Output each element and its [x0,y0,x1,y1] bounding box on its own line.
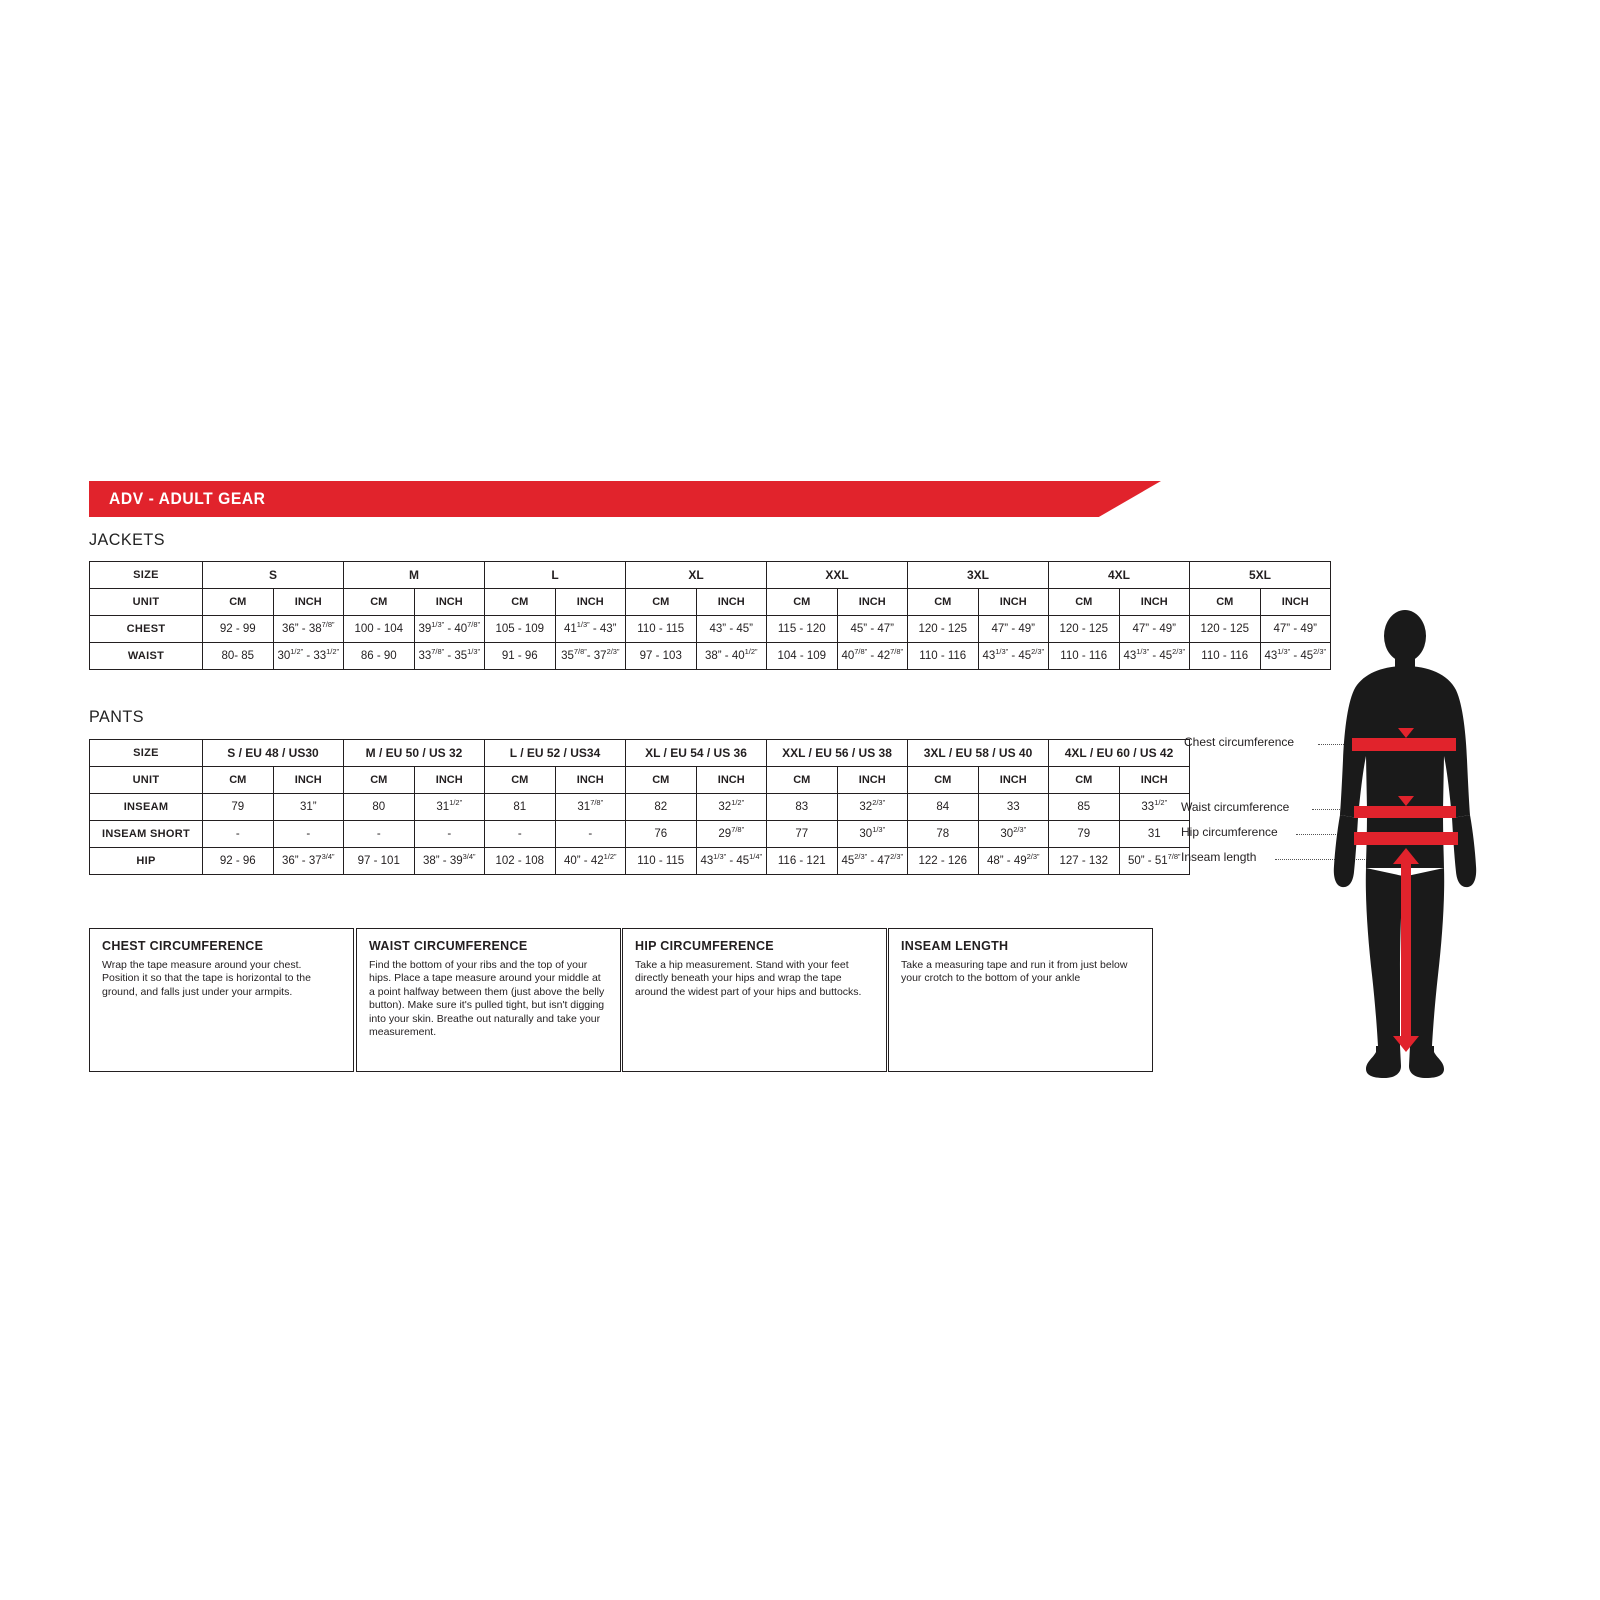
info-box-text: Wrap the tape measure around your chest. Position it so that the tape is horizontal to the ground, and falls just under your armpits. [102,959,311,998]
table-cell: 78 [908,821,979,848]
callout-chest-circumference: Chest circumference [1184,735,1295,749]
table-cell: 47” - 49” [1119,616,1190,643]
table-cell: $31^{1/2”}$ [414,794,485,821]
unit-cell-cm: CM [767,767,838,794]
row-header: INSEAM [90,794,203,821]
table-cell: 43” - 45” [696,616,767,643]
info-box-waist [356,928,621,1072]
table-unit-row [90,589,1331,616]
unit-cell-inch: INCH [837,767,908,794]
unit-cell-cm: CM [1190,589,1261,616]
table-cell: 47” - 49” [1260,616,1331,643]
info-box-text: Find the bottom of your ribs and the top of your hips. Place a tape measure around your middle at a point halfway between them (just above the belly button). Make sure it's pulled tight, but isn't digging into your skin. Breathe out naturally and take your measurement. [369,959,605,1039]
unit-cell-cm: CM [203,767,274,794]
row-header: INSEAM SHORT [90,821,203,848]
table-cell: 45” - 47” [837,616,908,643]
table-cell: $35^{7/8”}-$ $37^{2/3”}$ [555,643,626,670]
table-cell: 33 [978,794,1049,821]
info-box-title: CHEST CIRCUMFERENCE [102,939,264,953]
unit-cell-cm: CM [485,589,556,616]
body-silhouette-icon [1310,610,1500,1085]
unit-cell-cm: CM [485,767,556,794]
table-cell: 47” - 49” [978,616,1049,643]
table-cell: 83 [767,794,838,821]
unit-cell-inch: INCH [1119,589,1190,616]
callout-inseam-length: Inseam length [1181,850,1257,864]
table-cell: 92 - 96 [203,848,274,875]
unit-cell-cm: CM [626,767,697,794]
table-cell: 122 - 126 [908,848,979,875]
table-cell: 127 - 132 [1049,848,1120,875]
jackets-section-title: JACKETS [89,530,166,549]
table-cell: 31” [273,794,344,821]
unit-cell-cm: CM [908,767,979,794]
table-cell: 116 - 121 [767,848,838,875]
unit-cell-cm: CM [908,589,979,616]
table-cell: $43^{1/3”} - 45^{1/4”}$ [696,848,767,875]
header-cell-size: SIZE [90,562,203,589]
unit-cell-inch: INCH [414,589,485,616]
unit-cell-inch: INCH [555,767,626,794]
table-unit-row [90,767,1190,794]
table-cell: $45^{2/3”} - 47^{2/3”}$ [837,848,908,875]
table-cell: $43^{1/3”} - 45^{2/3”}$ [978,643,1049,670]
table-cell: - [203,821,274,848]
info-box-text: Take a measuring tape and run it from just below your crotch to the bottom of your ankle [901,959,1128,985]
table-cell: $33^{1/2”}$ [1119,794,1190,821]
unit-cell-cm: CM [203,589,274,616]
jackets-size-table [89,561,1331,670]
hip-measure-marker [1354,832,1458,845]
table-cell: 110 - 116 [1190,643,1261,670]
table-cell: 82 [626,794,697,821]
table-cell: - [555,821,626,848]
header-cell-size-5: XXL / EU 56 / US 38 [767,740,908,767]
table-cell: 97 - 103 [626,643,697,670]
unit-cell-inch: INCH [978,589,1049,616]
header-cell-size-2: M / EU 50 / US 32 [344,740,485,767]
header-cell-size-3: L [485,562,626,589]
header-cell-size-5: XXL [767,562,908,589]
table-cell: 110 - 115 [626,848,697,875]
header-cell-size-8: 5XL [1190,562,1331,589]
table-cell: $31^{7/8”}$ [555,794,626,821]
header-cell-unit: UNIT [90,589,203,616]
header-cell-size-4: XL [626,562,767,589]
table-cell: 84 [908,794,979,821]
table-cell: $30^{1/3”}$ [837,821,908,848]
table-row [90,848,1190,875]
table-cell: 110 - 116 [1049,643,1120,670]
unit-cell-cm: CM [1049,589,1120,616]
info-box-title: WAIST CIRCUMFERENCE [369,939,528,953]
unit-cell-inch: INCH [273,589,344,616]
pants-size-table [89,739,1190,875]
info-box-chest [89,928,354,1072]
table-cell: 104 - 109 [767,643,838,670]
unit-cell-cm: CM [344,589,415,616]
row-header: CHEST [90,616,203,643]
info-box-title: HIP CIRCUMFERENCE [635,939,774,953]
unit-cell-inch: INCH [414,767,485,794]
header-cell-size-1: S / EU 48 / US30 [203,740,344,767]
table-cell: 40” - $42^{1/2”}$ [555,848,626,875]
body-figure [1310,610,1500,1085]
callout-hip-circumference: Hip circumference [1181,825,1278,839]
unit-cell-inch: INCH [696,767,767,794]
callout-waist-circumference: Waist circumference [1181,800,1290,814]
table-cell: 120 - 125 [1049,616,1120,643]
table-cell: 38” - $39^{3/4”}$ [414,848,485,875]
table-cell: 79 [1049,821,1120,848]
header-cell-size-6: 3XL [908,562,1049,589]
unit-cell-cm: CM [344,767,415,794]
unit-cell-inch: INCH [696,589,767,616]
table-cell: 80- 85 [203,643,274,670]
header-cell-size-1: S [203,562,344,589]
table-cell: 79 [203,794,274,821]
table-cell: - [344,821,415,848]
table-cell: 80 [344,794,415,821]
header-cell-size: SIZE [90,740,203,767]
table-cell: $33^{7/8”} - 35^{1/3”}$ [414,643,485,670]
table-cell: $32^{1/2”}$ [696,794,767,821]
table-cell: 85 [1049,794,1120,821]
table-cell: 91 - 96 [485,643,556,670]
table-cell: 100 - 104 [344,616,415,643]
table-cell: 36” - $38^{7/8”}$ [273,616,344,643]
header-cell-size-6: 3XL / EU 58 / US 40 [908,740,1049,767]
banner-title: ADV - ADULT GEAR [109,489,266,508]
table-row [90,794,1190,821]
table-cell: $29^{7/8”}$ [696,821,767,848]
table-cell: $30^{1/2”} - 33^{1/2”}$ [273,643,344,670]
header-cell-unit: UNIT [90,767,203,794]
row-header: WAIST [90,643,203,670]
table-row [90,643,1331,670]
header-cell-size-2: M [344,562,485,589]
table-cell: 50” - $51^{7/8”}$ [1119,848,1190,875]
table-cell: - [485,821,556,848]
table-cell: 31 [1119,821,1190,848]
unit-cell-inch: INCH [1260,589,1331,616]
table-cell: $32^{2/3”}$ [837,794,908,821]
table-cell: 36” - $37^{3/4”}$ [273,848,344,875]
table-cell: 105 - 109 [485,616,556,643]
table-header-row [90,562,1331,589]
table-cell: $39^{1/3”} - 40^{7/8”}$ [414,616,485,643]
unit-cell-inch: INCH [273,767,344,794]
header-banner [89,481,1161,517]
table-cell: $30^{2/3”}$ [978,821,1049,848]
info-box-hip [622,928,887,1072]
unit-cell-cm: CM [626,589,697,616]
table-cell: - [273,821,344,848]
table-row [90,821,1190,848]
table-cell: $40^{7/8”} - 42^{7/8”}$ [837,643,908,670]
table-header-row [90,740,1190,767]
pants-section-title: PANTS [89,707,145,726]
header-cell-size-7: 4XL [1049,562,1190,589]
table-row [90,616,1331,643]
table-cell: 76 [626,821,697,848]
unit-cell-cm: CM [1049,767,1120,794]
header-cell-size-3: L / EU 52 / US34 [485,740,626,767]
table-cell: 38” - $40^{1/2”}$ [696,643,767,670]
table-cell: 110 - 115 [626,616,697,643]
info-box-text: Take a hip measurement. Stand with your feet directly beneath your hips and wrap the tape around the widest part of your hips and buttocks. [635,959,862,998]
table-cell: 86 - 90 [344,643,415,670]
unit-cell-inch: INCH [837,589,908,616]
table-cell: 92 - 99 [203,616,274,643]
table-cell: 48” - $49^{2/3”}$ [978,848,1049,875]
header-cell-size-4: XL / EU 54 / US 36 [626,740,767,767]
table-cell: 110 - 116 [908,643,979,670]
table-cell: 115 - 120 [767,616,838,643]
table-cell: 77 [767,821,838,848]
table-cell: $43^{1/3”} - 45^{2/3”}$ [1119,643,1190,670]
unit-cell-inch: INCH [1119,767,1190,794]
info-box-title: INSEAM LENGTH [901,939,1009,953]
unit-cell-inch: INCH [978,767,1049,794]
table-cell: 120 - 125 [1190,616,1261,643]
info-box-inseam [888,928,1153,1072]
table-cell: $43^{1/3”} - 45^{2/3”}$ [1260,643,1331,670]
table-cell: 81 [485,794,556,821]
table-cell: 102 - 108 [485,848,556,875]
header-cell-size-7: 4XL / EU 60 / US 42 [1049,740,1190,767]
row-header: HIP [90,848,203,875]
unit-cell-inch: INCH [555,589,626,616]
table-cell: $41^{1/3”} - 43$” [555,616,626,643]
unit-cell-cm: CM [767,589,838,616]
table-cell: 120 - 125 [908,616,979,643]
table-cell: 97 - 101 [344,848,415,875]
table-cell: - [414,821,485,848]
